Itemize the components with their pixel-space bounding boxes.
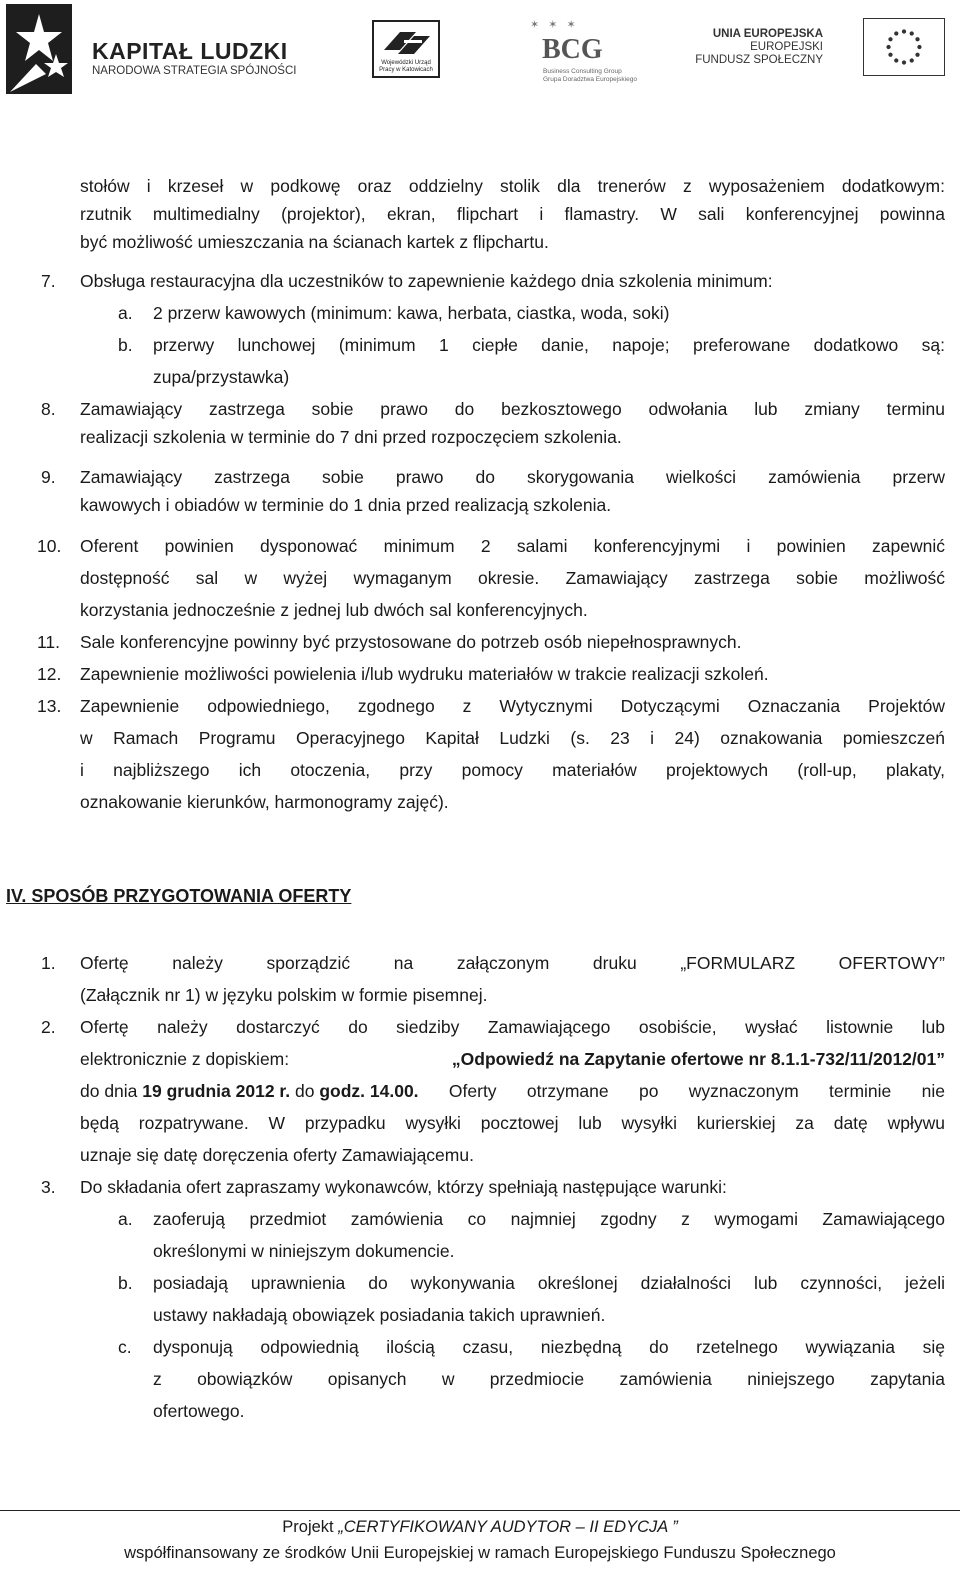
item-8-line-2: realizacji szkolenia w terminie do 7 dni przed rozpoczęciem szkolenia.: [80, 427, 622, 447]
item-11-line-1: Sale konferencyjne powinny być przystosowane do potrzeb osób niepełnosprawnych.: [80, 632, 742, 652]
footer-project-name: „CERTYFIKOWANY AUDYTOR – II EDYCJA ”: [338, 1518, 678, 1536]
offer-point-2-line-1: Ofertę należy dostarczyć do siedziby Zamawiającego osobiście, wysłać listownie lub: [80, 1017, 945, 1037]
item-10-line-1: Oferent powinien dysponować minimum 2 salami konferencyjnymi i powinien zapewnić: [80, 536, 945, 556]
footer-project-line: [0, 1518, 960, 1537]
offer-point-2-line-5: uznaje się datę doręczenia oferty Zamawiającemu.: [80, 1145, 474, 1165]
condition-c-line-2: z obowiązków opisanych w przedmiocie zamówienia niniejszego zapytania: [153, 1369, 945, 1389]
deadline-suffix: Oferty otrzymane po wyznaczonym terminie nie: [418, 1081, 945, 1101]
wup-logo: [372, 20, 440, 78]
deadline-connector: do: [290, 1081, 320, 1101]
ue-text: [695, 28, 823, 67]
intro-line-1: stołów i krzeseł w podkowę oraz oddzielny stolik dla trenerów z wyposażeniem dodatkowym:: [80, 176, 945, 196]
item-7-line-1: Obsługa restauracyjna dla uczestników to zapewnienie każdego dnia szkolenia minimum:: [80, 271, 773, 291]
intro-line-2: rzutnik multimedialny (projektor), ekran, flipchart i flamastry. W sali konferencyjnej powinna: [80, 204, 945, 224]
item-11-number: 11.: [37, 632, 61, 652]
item-13-line-4: oznakowanie kierunków, harmonogramy zajęć).: [80, 792, 449, 812]
kl-subtitle: NARODOWA STRATEGIA SPÓJNOŚCI: [92, 65, 297, 77]
condition-b-letter: b.: [118, 1273, 133, 1293]
item-8-line-1: Zamawiający zastrzega sobie prawo do bezkosztowego odwołania lub zmiany terminu: [80, 399, 945, 419]
page-header: [0, 0, 960, 100]
section-iv-title: IV. SPOSÓB PRZYGOTOWANIA OFERTY: [6, 886, 352, 906]
item-10-line-3: korzystania jednocześnie z jednej lub dwóch sal konferencyjnych.: [80, 600, 588, 620]
offer-point-2-line-2: [80, 1048, 945, 1070]
item-10-number: 10.: [37, 536, 62, 556]
condition-c-line-3: ofertowego.: [153, 1401, 245, 1421]
offer-point-3-number: 3.: [41, 1177, 56, 1197]
kapital-ludzki-logo: [6, 4, 306, 94]
wup-emblem-icon: [382, 28, 432, 58]
condition-c-line-1: dysponują odpowiednią ilością czasu, niezbędną do rzetelnego wywiązania się: [153, 1337, 945, 1357]
item-7b-line-1: przerwy lunchowej (minimum 1 ciepłe danie, napoje; preferowane dodatkowo są:: [153, 335, 945, 355]
bcg-logo: [530, 18, 640, 88]
offer-point-2-line-3: [80, 1080, 945, 1102]
footer-project-prefix: Projekt: [282, 1518, 339, 1536]
bcg-sub-line2: Grupa Doradztwa Europejskiego: [543, 75, 637, 83]
offer-reference-number: „Odpowiedź na Zapytanie ofertowe nr 8.1.1-732/11/2012/01”: [451, 1049, 945, 1069]
condition-a-line-1: zaoferują przedmiot zamówienia co najmniej zgodny z wymogami Zamawiającego: [153, 1209, 945, 1229]
offer-point-1-number: 1.: [41, 953, 56, 973]
ue-line3: FUNDUSZ SPOŁECZNY: [695, 54, 823, 66]
offer-point-1-line-1: Ofertę należy sporządzić na załączonym druku „FORMULARZ OFERTOWY”: [80, 953, 945, 973]
item-13-line-1: Zapewnienie odpowiedniego, zgodnego z Wytycznymi Dotyczącymi Oznaczania Projektów: [80, 696, 945, 716]
item-7-number: 7.: [41, 271, 56, 291]
item-10-line-2: dostępność sal w wyżej wymaganym okresie. Zamawiający zastrzega sobie możliwość: [80, 568, 945, 588]
deadline-time: godz. 14.00.: [319, 1081, 419, 1101]
footer-funding-line: współfinansowany ze środków Unii Europejskiej w ramach Europejskiego Funduszu Społecznego: [124, 1544, 836, 1562]
wup-caption: Wojewódzki Urząd Pracy w Katowicach: [379, 60, 433, 73]
deadline-date: 19 grudnia 2012 r.: [142, 1081, 291, 1101]
item-9-number: 9.: [41, 467, 56, 487]
offer-point-2-line-2-prefix: elektronicznie z dopiskiem:: [80, 1049, 290, 1069]
condition-c-letter: c.: [118, 1337, 132, 1357]
bcg-sub-line1: Business Consulting Group: [543, 68, 622, 75]
offer-point-1-line-2: (Załącznik nr 1) w języku polskim w formie pisemnej.: [80, 985, 488, 1005]
condition-a-letter: a.: [118, 1209, 133, 1229]
condition-a-line-2: określonymi w niniejszym dokumencie.: [153, 1241, 455, 1261]
item-13-line-3: i najbliższego ich otoczenia, przy pomocy materiałów projektowych (roll-up, plakaty,: [80, 760, 945, 780]
condition-b-line-2: ustawy nakładają obowiązek posiadania takich uprawnień.: [153, 1305, 606, 1325]
offer-point-2-line-4: będą rozpatrywane. W przypadku wysyłki pocztowej lub wysyłki kurierskiej za datę wpływu: [80, 1113, 945, 1133]
item-13-number: 13.: [37, 696, 62, 716]
offer-point-3-line-1: Do składania ofert zapraszamy wykonawców, którzy spełniają następujące warunki:: [80, 1177, 727, 1197]
item-9-line-1: Zamawiający zastrzega sobie prawo do skorygowania wielkości zamówienia przerw: [80, 467, 945, 487]
offer-point-2-number: 2.: [41, 1017, 56, 1037]
ue-line2: EUROPEJSKI: [750, 41, 823, 53]
bcg-title: BCG: [542, 34, 603, 65]
item-7a-text: 2 przerw kawowych (minimum: kawa, herbata, ciastka, woda, soki): [153, 303, 670, 323]
footer-divider: [0, 1510, 960, 1511]
ue-line1: UNIA EUROPEJSKA: [712, 28, 823, 40]
deadline-prefix: do dnia: [80, 1081, 143, 1101]
condition-b-line-1: posiadają uprawnienia do wykonywania określonej działalności lub czynności, jeżeli: [153, 1273, 945, 1293]
kl-title: KAPITAŁ LUDZKI: [92, 38, 288, 64]
eu-flag-icon: [863, 18, 945, 76]
intro-line-3: być możliwość umieszczania na ścianach kartek z flipchartu.: [80, 232, 549, 252]
kapital-ludzki-emblem-icon: [6, 4, 72, 94]
item-7b-line-2: zupa/przystawka): [153, 367, 290, 387]
item-8-number: 8.: [41, 399, 56, 419]
item-7a-letter: a.: [118, 303, 133, 323]
bcg-subtitle: [543, 68, 637, 83]
bcg-stars-icon: ✶ ✶ ✶: [530, 19, 579, 31]
item-12-line-1: Zapewnienie możliwości powielenia i/lub wydruku materiałów w trakcie realizacji szkoleń.: [80, 664, 769, 684]
item-12-number: 12.: [37, 664, 62, 684]
item-7b-letter: b.: [118, 335, 133, 355]
item-13-line-2: w Ramach Programu Operacyjnego Kapitał Ludzki (s. 23 i 24) oznakowania pomieszczeń: [80, 728, 945, 748]
ue-logo: [695, 18, 945, 78]
item-9-line-2: kawowych i obiadów w terminie do 1 dnia przed realizacją szkolenia.: [80, 495, 612, 515]
